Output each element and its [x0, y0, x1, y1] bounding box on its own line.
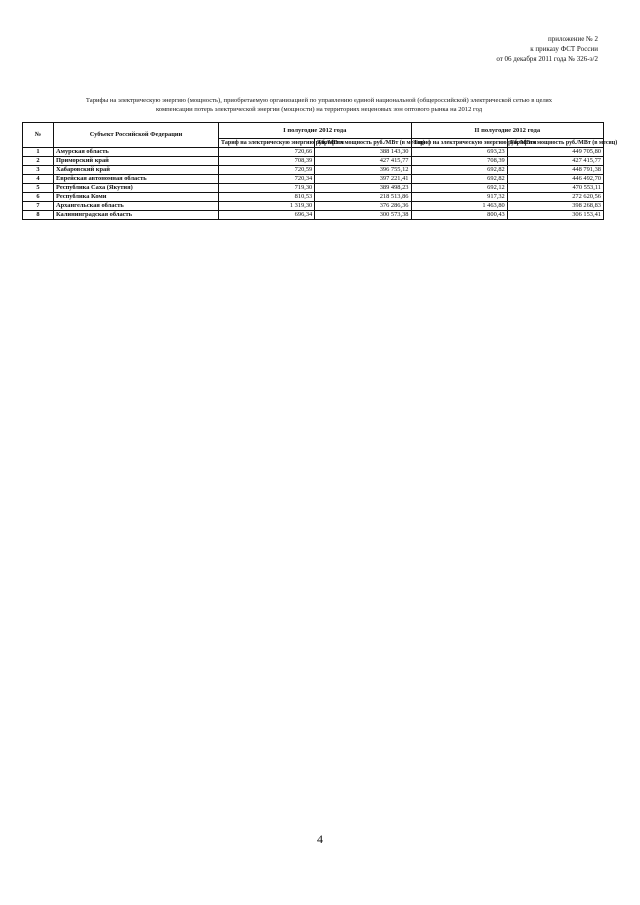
row-number: 6: [23, 193, 54, 202]
h2-energy-value: 800,43: [411, 211, 507, 220]
half-year-2-header: II полугодие 2012 года: [411, 123, 604, 139]
h2-power-value: 398 268,83: [507, 202, 603, 211]
row-subject: Архангельская область: [54, 202, 219, 211]
h2-power-value: 470 553,11: [507, 184, 603, 193]
title-line-2: компенсации потерь электрической энергии (мощности) на территориях неценовых зон оптового рынка на 2012 год: [155, 106, 483, 113]
title-line-1: Тарифы на электрическую энергию (мощность), приобретаемую организацией по управлению единой национальной (общероссийской) электрической сетью в целях: [85, 97, 553, 104]
h1-power-value: 376 286,36: [315, 202, 411, 211]
row-subject: Амурская область: [54, 148, 219, 157]
table-row: [23, 184, 604, 193]
h2-power-value: 449 705,80: [507, 148, 603, 157]
h1-power-value: 300 573,38: [315, 211, 411, 220]
row-number: 1: [23, 148, 54, 157]
h1-energy-value: 1 319,30: [219, 202, 315, 211]
h2-energy-value: 708,39: [411, 157, 507, 166]
tariff-table: [22, 122, 618, 220]
half-year-1-header: I полугодие 2012 года: [219, 123, 412, 139]
h2-power-value: 448 791,38: [507, 166, 603, 175]
table-row: [23, 148, 604, 157]
table-row: [23, 202, 604, 211]
row-subject: Приморский край: [54, 157, 219, 166]
document-title: [22, 96, 616, 114]
h2-power-value: 272 620,56: [507, 193, 603, 202]
h1-power-value: 396 755,12: [315, 166, 411, 175]
h2-power-value: 446 492,70: [507, 175, 603, 184]
h1-energy-value: 720,34: [219, 175, 315, 184]
h1-energy-value: 719,30: [219, 184, 315, 193]
h2-energy-value: 692,82: [411, 175, 507, 184]
row-subject: Калининградская область: [54, 211, 219, 220]
appendix-label: приложение № 2: [548, 35, 598, 43]
order-reference: к приказу ФСТ России: [530, 45, 598, 53]
h2-energy-value: 692,82: [411, 166, 507, 175]
table-row: [23, 175, 604, 184]
page-number: 4: [317, 832, 323, 846]
column-subject-header: Субъект Российской Федерации: [54, 123, 219, 148]
column-number-header: №: [23, 123, 54, 148]
row-number: 8: [23, 211, 54, 220]
document-header-note: [496, 34, 598, 64]
h1-power-value: 397 221,41: [315, 175, 411, 184]
table-row: [23, 166, 604, 175]
h1-power-tariff-header: Тариф на мощность руб./МВт (в месяц): [315, 139, 411, 148]
h2-energy-value: 917,32: [411, 193, 507, 202]
h1-energy-value: 810,53: [219, 193, 315, 202]
row-number: 7: [23, 202, 54, 211]
h1-power-value: 427 415,77: [315, 157, 411, 166]
table-row: [23, 211, 604, 220]
h1-energy-value: 696,34: [219, 211, 315, 220]
h1-power-value: 218 513,86: [315, 193, 411, 202]
h1-energy-tariff-header: Тариф на электрическую энергию руб./МВтч: [219, 139, 315, 148]
h1-energy-value: 720,66: [219, 148, 315, 157]
row-number: 5: [23, 184, 54, 193]
h1-power-value: 388 143,30: [315, 148, 411, 157]
h1-power-value: 389 498,23: [315, 184, 411, 193]
h2-energy-tariff-header: Тариф на электрическую энергию руб./МВтч: [411, 139, 507, 148]
table-row: [23, 157, 604, 166]
table-row: [23, 193, 604, 202]
h2-energy-value: 692,12: [411, 184, 507, 193]
row-subject: Республика Саха (Якутия): [54, 184, 219, 193]
h2-energy-value: 693,23: [411, 148, 507, 157]
h2-energy-value: 1 463,80: [411, 202, 507, 211]
row-number: 4: [23, 175, 54, 184]
order-date: от 06 декабря 2011 года № 326-э/2: [496, 55, 598, 63]
h1-energy-value: 720,59: [219, 166, 315, 175]
h2-power-tariff-header: Тариф на мощность руб./МВт (в месяц): [507, 139, 603, 148]
row-number: 2: [23, 157, 54, 166]
h1-energy-value: 708,39: [219, 157, 315, 166]
h2-power-value: 306 153,41: [507, 211, 603, 220]
row-number: 3: [23, 166, 54, 175]
row-subject: Хабаровский край: [54, 166, 219, 175]
h2-power-value: 427 415,77: [507, 157, 603, 166]
row-subject: Еврейская автономная область: [54, 175, 219, 184]
row-subject: Республика Коми: [54, 193, 219, 202]
